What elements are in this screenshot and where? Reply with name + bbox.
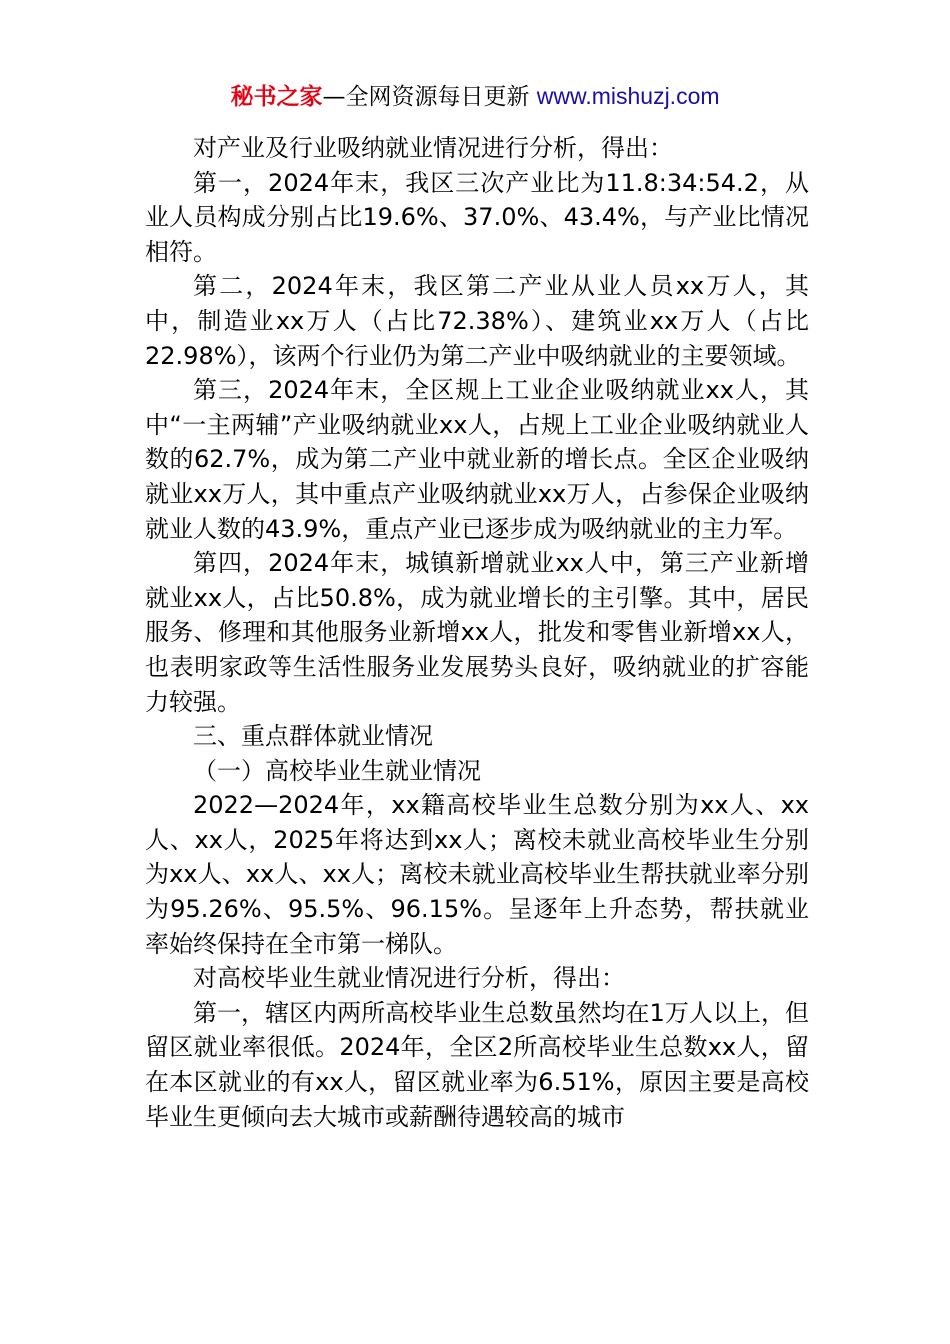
paragraph: 对产业及行业吸纳就业情况进行分析，得出： — [193, 134, 673, 162]
site-header — [0, 80, 950, 113]
paragraph: 第一，辖区内两所高校毕业生总数虽然均在1万人以上，但留区就业率很低。2024年，全区2所高校毕业生总数xx人，留在本区就业的有xx人，留区就业率为6.51%，原因主要是高校毕业生更倾向去大城市或薪酬待遇较高的城市 — [145, 998, 809, 1131]
paragraph: 对高校毕业生就业情况进行分析，得出： — [193, 964, 625, 993]
section-heading: 三、重点群体就业情况 — [193, 722, 433, 751]
header-tagline: —全网资源每日更新 — [322, 84, 537, 110]
paragraph: 2022—2024年，xx籍高校毕业生总数分别为xx人、xx人、xx人，2025年将达到xx人；离校未就业高校毕业生分别为xx人、xx人、xx人；离校未就业高校毕业生帮扶就业率分别为95.26%、95.5%、96.15%。呈逐年上升态势，帮扶就业率始终保持在全市第一梯队。 — [145, 791, 809, 958]
site-url-link[interactable]: www.mishuzj.com — [536, 83, 720, 109]
paragraph: 第四，2024年末，城镇新增就业xx人中，第三产业新增就业xx人，占比50.8%，成为就业增长的主引擎。其中，居民服务、修理和其他服务业新增xx人，批发和零售业新增xx人，也表明家政等生活性服务业发展势头良好，吸纳就业的扩容能力较强。 — [145, 549, 809, 716]
paragraph: 第三，2024年末，全区规上工业企业吸纳就业xx人，其中“一主两辅”产业吸纳就业xx人，占规上工业企业吸纳就业人数的62.7%，成为第二产业中就业新的增长点。全区企业吸纳就业xx万人，其中重点产业吸纳就业xx万人，占参保企业吸纳就业人数的43.9%，重点产业已逐步成为吸纳就业的主力军。 — [145, 376, 809, 543]
document-body — [145, 131, 809, 1134]
brand-name: 秘书之家 — [230, 84, 323, 110]
paragraph: 第二，2024年末，我区第二产业从业人员xx万人，其中，制造业xx万人（占比72.38%）、建筑业xx万人（占比22.98%），该两个行业仍为第二产业中吸纳就业的主要领域。 — [145, 272, 809, 370]
subsection-heading: （一）高校毕业生就业情况 — [193, 756, 481, 785]
paragraph: 第一，2024年末，我区三次产业比为11.8:34:54.2，从业人员构成分别占比19.6%、37.0%、43.4%，与产业比情况相符。 — [145, 168, 809, 266]
